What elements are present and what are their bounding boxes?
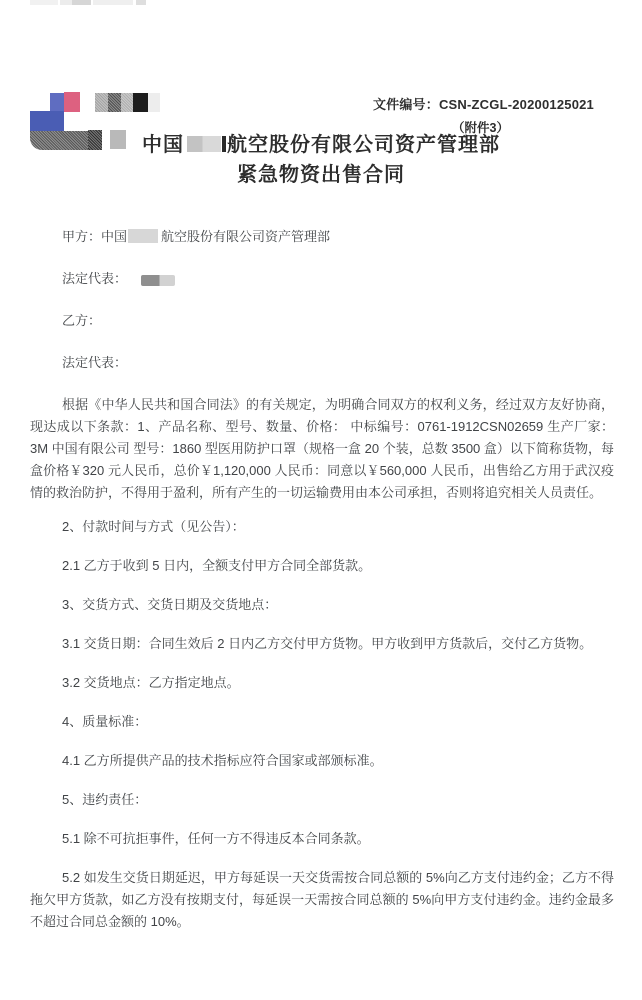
title-prefix: 中国 xyxy=(142,134,184,156)
clause-5-1: 5.1 除不可抗拒事件，任何一方不得违反本合同条款。 xyxy=(62,831,370,846)
party-b-line: 乙方： xyxy=(62,313,102,328)
party-a-prefix: 甲方：中国 xyxy=(62,229,128,244)
clause-5-2: 5.2 如发生交货日期延迟，甲方每延误一天交货需按合同总额的 5%向乙方支付违约金；乙方不得拖欠甲方货款，如乙方没有按期支付，每延误一天需按合同总额的 5%向甲方支付违约金。违约金最多不超过合同总金额的 10%。 xyxy=(30,870,614,929)
legal-rep-a-label: 法定代表： xyxy=(62,271,128,286)
document-number xyxy=(373,94,594,113)
clause-3-1: 3.1 交货日期：合同生效后 2 日内乙方交付甲方货物。甲方收到甲方货款后，交付乙方货物。 xyxy=(62,636,593,651)
redaction-block xyxy=(128,229,158,243)
title-line-2: 紧急物资出售合同 xyxy=(237,164,405,186)
title-suffix: 航空股份有限公司资产管理部 xyxy=(227,134,500,156)
redaction-block xyxy=(93,0,133,5)
redaction-block xyxy=(136,0,146,5)
logo-pixel-block xyxy=(50,93,64,112)
clause-4-1: 4.1 乙方所提供产品的技术指标应符合国家或部颁标准。 xyxy=(62,753,383,768)
logo-pixel-block xyxy=(108,93,121,112)
redaction-block xyxy=(60,0,72,5)
party-a-line xyxy=(30,226,614,248)
clause-2: 2、付款时间与方式（见公告）： xyxy=(62,519,245,534)
legal-rep-b-line: 法定代表： xyxy=(62,355,128,370)
redaction-block xyxy=(187,136,221,152)
logo-pixel-block xyxy=(121,93,133,112)
clause-2-1: 2.1 乙方于收到 5 日内，全额支付甲方合同全部货款。 xyxy=(62,558,372,573)
clause-3: 3、交货方式、交货日期及交货地点： xyxy=(62,597,278,612)
clause-5: 5、违约责任： xyxy=(62,792,148,807)
redaction-block xyxy=(222,136,226,152)
logo-pixel-block xyxy=(30,111,64,131)
document-title xyxy=(0,130,642,190)
title-line-1 xyxy=(0,130,642,160)
redaction-block xyxy=(141,275,175,286)
logo-pixel-block xyxy=(133,93,148,112)
party-a-suffix: 航空股份有限公司资产管理部 xyxy=(161,229,331,244)
redaction-block xyxy=(30,0,58,5)
logo-pixel-block xyxy=(64,92,80,112)
contract-body xyxy=(30,226,614,950)
logo-pixel-block xyxy=(95,93,108,112)
document-number-value: CSN-ZCGL-20200125021 xyxy=(438,97,594,112)
logo-pixel-block xyxy=(148,93,160,112)
document-number-label: 文件编号： xyxy=(372,97,439,112)
legal-rep-a-line xyxy=(30,268,614,290)
contract-intro-paragraph: 根据《中华人民共和国合同法》的有关规定，为明确合同双方的权利义务，经过双方友好协商，现达成以下条款：1、产品名称、型号、数量、价格： 中标编号：0761-1912CSN02659 生产厂家：3M 中国有限公司 型号：1860 型医用防护口罩（规格一盒 20 个装，总数 3500 盒）以下简称货物，每盒价格￥320 元人民币，总价￥1,120,000 人民币：同意以￥560,000 人民币，出售给乙方用于武汉疫情的救治防护，不得用于盈利，所有产生的一切运输费用由本公司承担，否则将追究相关人员责任。 xyxy=(30,397,614,500)
clause-3-2: 3.2 交货地点：乙方指定地点。 xyxy=(62,675,240,690)
attachment-note: （附件3） xyxy=(452,121,509,135)
redaction-block xyxy=(72,0,91,5)
clause-4: 4、质量标准： xyxy=(62,714,148,729)
